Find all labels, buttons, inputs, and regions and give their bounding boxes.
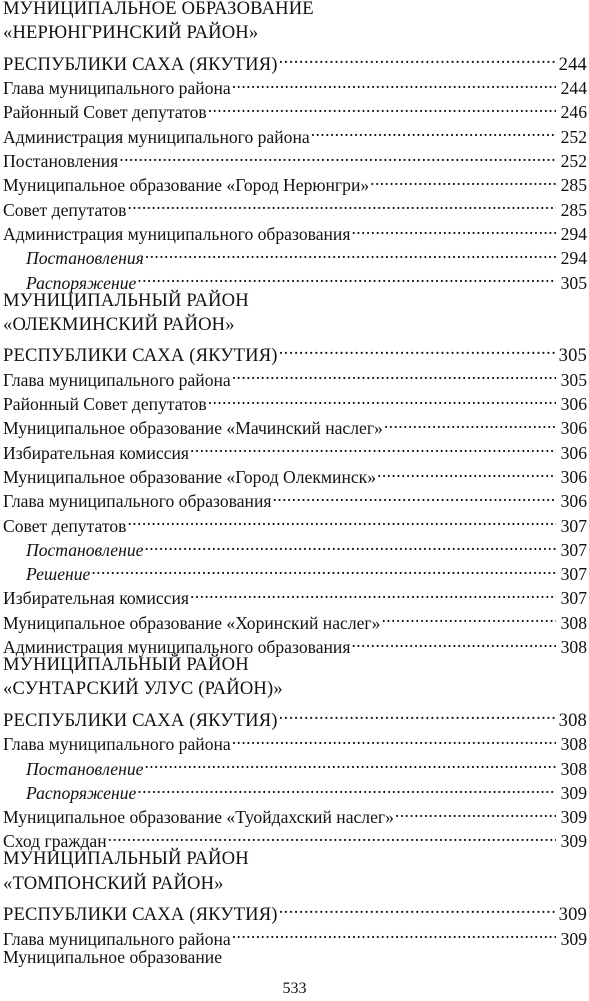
toc-entry — [3, 580, 587, 609]
toc-entry-title: Муниципальное образование — [3, 946, 223, 967]
dot-leader — [272, 483, 556, 507]
dot-leader — [190, 434, 556, 458]
toc-page-number: 309 — [560, 928, 587, 949]
toc-heading-line — [3, 872, 587, 896]
toc-entry-title: МУНИЦИПАЛЬНОЕ ОБРАЗОВАНИЕ — [3, 0, 314, 19]
toc-page-number: 305 — [560, 272, 587, 293]
dot-leader — [351, 216, 556, 240]
toc-page-number: 252 — [560, 151, 587, 172]
dot-leader — [370, 167, 556, 191]
dot-leader — [119, 143, 556, 167]
toc-page-number: 244 — [560, 78, 587, 99]
toc-page-number: 308 — [558, 709, 587, 731]
toc-entry-title: Администрация муниципального образования — [3, 223, 351, 244]
toc-entry-title: Глава муниципального района — [3, 369, 231, 390]
toc-entry-title: Решение — [26, 564, 91, 585]
dot-leader — [311, 118, 556, 142]
toc-entry-title: Сход граждан — [3, 831, 107, 852]
dot-leader — [384, 410, 556, 434]
toc-heading-line — [3, 337, 587, 367]
toc-entry-title: Постановления — [3, 151, 119, 172]
toc-page-number: 285 — [560, 175, 587, 196]
toc-entry-title: РЕСПУБЛИКИ САХА (ЯКУТИЯ) — [3, 345, 278, 367]
toc-page-number: 309 — [560, 782, 587, 803]
dot-leader — [137, 264, 556, 288]
toc-page-number: 306 — [560, 466, 587, 487]
dot-leader — [137, 775, 556, 799]
dot-leader — [395, 799, 556, 823]
toc-entry-title: Глава муниципального района — [3, 928, 231, 949]
toc-entry-title: Распоряжение — [26, 782, 137, 803]
toc-heading-line — [3, 289, 587, 313]
dot-leader — [279, 702, 556, 726]
toc-page-number: 307 — [560, 588, 587, 609]
dot-leader — [91, 556, 556, 580]
toc-entry-title: Администрация муниципального района — [3, 126, 310, 147]
toc-entry-title: МУНИЦИПАЛЬНЫЙ РАЙОН — [3, 289, 249, 311]
toc-heading-line — [3, 847, 587, 871]
toc-subentry — [3, 556, 587, 585]
toc-heading-line — [3, 896, 587, 926]
toc-entry-title: РЕСПУБЛИКИ САХА (ЯКУТИЯ) — [3, 53, 278, 75]
dot-leader — [232, 361, 556, 385]
toc-heading-line — [3, 0, 587, 21]
toc-entry-title: Избирательная комиссия — [3, 588, 189, 609]
dot-leader — [279, 896, 556, 920]
dot-leader — [232, 920, 556, 944]
toc-entry-title: Глава муниципального района — [3, 734, 231, 755]
dot-leader — [145, 240, 556, 264]
toc-entry-title: РЕСПУБЛИКИ САХА (ЯКУТИЯ) — [3, 709, 278, 731]
toc-page-number: 307 — [560, 539, 587, 560]
toc-page-number: 308 — [560, 734, 587, 755]
toc-entry-title: Муниципальное образование «Мачинский наслег» — [3, 418, 383, 439]
toc-entry-title: Глава муниципального района — [3, 78, 231, 99]
toc-entry-title: Районный Совет депутатов — [3, 394, 207, 415]
toc-page-number: 309 — [560, 807, 587, 828]
toc-heading-line — [3, 702, 587, 731]
toc-entry-title: «ОЛЕКМИНСКИЙ РАЙОН» — [3, 313, 235, 335]
dot-leader — [279, 46, 556, 70]
dot-leader — [232, 70, 556, 94]
toc-page-number: 306 — [560, 394, 587, 415]
toc-heading-line — [3, 21, 587, 45]
dot-leader — [127, 191, 556, 215]
toc-entry-title: «СУНТАРСКИЙ УЛУС (РАЙОН)» — [3, 678, 283, 700]
toc-entry-title: Муниципальное образование «Город Олекминск» — [3, 466, 377, 487]
toc-page-number: 306 — [560, 442, 587, 463]
toc-entry-title: Постановление — [26, 758, 144, 779]
toc-page-number: 309 — [558, 904, 587, 926]
toc-heading-line — [3, 313, 587, 337]
dot-leader — [190, 580, 556, 604]
toc-entry-title: Районный Совет депутатов — [3, 102, 207, 123]
toc-page-number: 309 — [560, 831, 587, 852]
toc-page-number: 308 — [560, 612, 587, 633]
toc-heading-line — [3, 677, 587, 701]
toc-entry-title: «НЕРЮНГРИНСКИЙ РАЙОН» — [3, 22, 259, 44]
toc-entry-title: Совет депутатов — [3, 515, 127, 536]
toc-page-number: 307 — [560, 564, 587, 585]
toc-entry-title: Глава муниципального образования — [3, 491, 272, 512]
dot-leader — [381, 604, 556, 628]
toc-page-number: 285 — [560, 199, 587, 220]
toc-entry-title: Распоряжение — [26, 272, 137, 293]
toc-entry-title: МУНИЦИПАЛЬНЫЙ РАЙОН — [3, 654, 249, 676]
toc-page-number: 305 — [560, 369, 587, 390]
dot-leader — [108, 823, 556, 847]
toc-page-number: 308 — [560, 758, 587, 779]
toc-entry-title: Муниципальное образование «Город Нерюнгри» — [3, 175, 370, 196]
toc-entry-title: РЕСПУБЛИКИ САХА (ЯКУТИЯ) — [3, 904, 278, 926]
dot-leader — [208, 94, 556, 118]
toc-entry-title: Избирательная комиссия — [3, 442, 189, 463]
toc-heading-line — [3, 46, 587, 75]
dot-leader — [208, 386, 556, 410]
dot-leader — [232, 726, 556, 750]
toc-entry-title: Постановление — [26, 539, 144, 560]
toc-entry-title: «ТОМПОНСКИЙ РАЙОН» — [3, 872, 224, 894]
toc-page-number: 252 — [560, 126, 587, 147]
dot-leader — [351, 629, 556, 653]
toc-page-number: 308 — [560, 637, 587, 658]
dot-leader — [279, 337, 556, 361]
dot-leader — [127, 507, 556, 531]
toc-entry-title: Совет депутатов — [3, 199, 127, 220]
toc-page-number: 306 — [560, 418, 587, 439]
dot-leader — [144, 750, 556, 774]
toc-entry — [3, 945, 587, 969]
toc-entry-title: Муниципальное образование «Хоринский наслег» — [3, 612, 381, 633]
toc-page-number: 244 — [558, 53, 587, 75]
toc-page-number: 246 — [560, 102, 587, 123]
toc-entry-title: Постановления — [26, 248, 144, 269]
table-of-contents — [3, 0, 587, 969]
toc-entry-title: МУНИЦИПАЛЬНЫЙ РАЙОН — [3, 848, 249, 870]
toc-page-number: 294 — [560, 223, 587, 244]
dot-leader — [377, 459, 556, 483]
toc-page-number: 294 — [560, 248, 587, 269]
toc-page-number: 307 — [560, 515, 587, 536]
toc-entry-title: Администрация муниципального образования — [3, 637, 351, 658]
page-number: 533 — [282, 980, 307, 997]
toc-entry-title: Муниципальное образование «Туойдахский наслег» — [3, 807, 394, 828]
dot-leader — [144, 532, 556, 556]
toc-page-number: 306 — [560, 491, 587, 512]
toc-page-number: 305 — [558, 345, 587, 367]
